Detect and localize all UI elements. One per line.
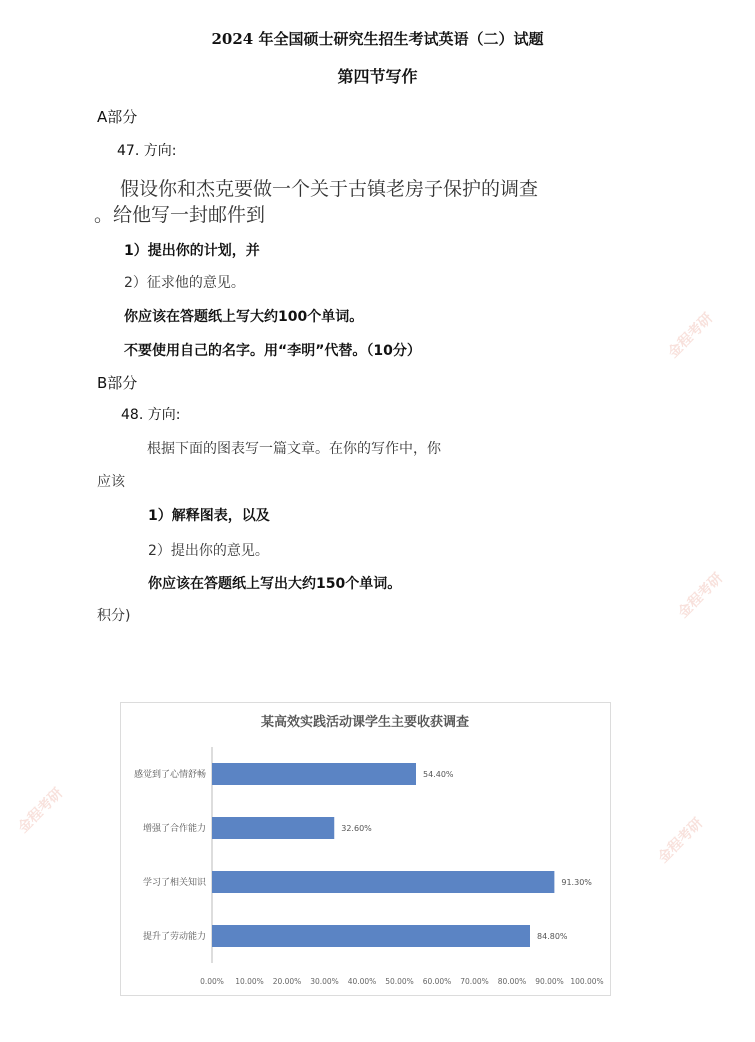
chart-title: 某高效实践活动课学生主要收获调查 xyxy=(260,715,470,730)
watermark: 金程考研 xyxy=(15,785,67,837)
x-tick-label: 80.00% xyxy=(497,977,527,986)
part-b-label: B部分 xyxy=(97,374,138,392)
x-tick-label: 90.00% xyxy=(535,977,564,986)
bar xyxy=(212,871,554,893)
data-label: 84.80% xyxy=(537,932,568,941)
question-47-directions: 47. 方向: xyxy=(117,143,177,159)
x-tick-label: 60.00% xyxy=(422,977,452,986)
y-tick-label: 感觉到了心情舒畅 xyxy=(133,770,206,780)
bar xyxy=(212,763,416,785)
watermark: 金程考研 xyxy=(665,310,717,362)
x-tick-label: 0.00% xyxy=(200,977,224,986)
y-tick-label: 提升了劳动能力 xyxy=(142,932,206,942)
question-48-directions: 48. 方向: xyxy=(121,407,181,423)
x-tick-label: 20.00% xyxy=(272,977,302,986)
chart-svg xyxy=(121,703,610,995)
exam-title: 2024 年全国硕士研究生招生考试英语（二）试题 xyxy=(211,30,544,48)
part-b-item1: 1）解释图表，以及 xyxy=(148,508,270,524)
part-b-prompt-line2: 应该 xyxy=(97,474,125,490)
part-a-prompt-line1: 假设你和杰克要做一个关于古镇老房子保护的调查 xyxy=(120,178,539,200)
x-tick-label: 100.00% xyxy=(570,977,604,986)
part-a-label: A部分 xyxy=(97,108,138,126)
bar xyxy=(212,925,530,947)
watermark: 金程考研 xyxy=(655,815,707,867)
section-title: 第四节写作 xyxy=(337,67,418,86)
survey-bar-chart xyxy=(120,702,611,996)
x-tick-label: 30.00% xyxy=(310,977,339,986)
data-label: 54.40% xyxy=(423,770,454,779)
y-tick-label: 学习了相关知识 xyxy=(142,878,206,888)
data-label: 91.30% xyxy=(561,878,592,887)
part-a-item1: 1）提出你的计划，并 xyxy=(124,243,260,259)
x-tick-label: 50.00% xyxy=(385,977,414,986)
part-b-word-count: 你应该在答题纸上写出大约150个单词。 xyxy=(148,576,402,592)
part-a-item2: 2）征求他的意见。 xyxy=(124,275,245,291)
bar xyxy=(212,817,334,839)
part-b-score: 积分) xyxy=(97,608,131,624)
x-tick-label: 10.00% xyxy=(235,977,264,986)
part-a-name-rule: 不要使用自己的名字。用“李明”代替。（10分） xyxy=(124,343,421,359)
x-tick-label: 40.00% xyxy=(347,977,377,986)
y-tick-label: 增强了合作能力 xyxy=(142,824,206,834)
part-a-word-count: 你应该在答题纸上写大约100个单词。 xyxy=(124,309,364,325)
x-tick-label: 70.00% xyxy=(460,977,489,986)
part-b-item2: 2）提出你的意见。 xyxy=(148,543,269,559)
part-b-prompt-line1: 根据下面的图表写一篇文章。在你的写作中，你 xyxy=(147,441,441,457)
watermark: 金程考研 xyxy=(675,570,727,622)
part-a-prompt-line2: 。给他写一封邮件到 xyxy=(94,204,266,226)
data-label: 32.60% xyxy=(341,824,372,833)
